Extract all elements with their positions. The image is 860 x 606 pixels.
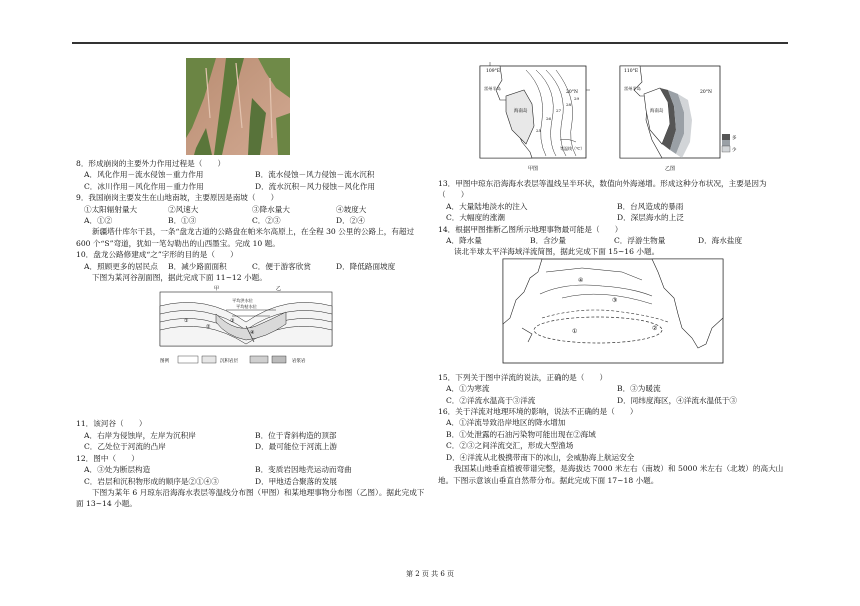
q8-option-b: B．流水侵蚀－风力侵蚀－流水沉积 bbox=[255, 170, 375, 180]
header-rule bbox=[72, 42, 788, 44]
yi-lat-label: 20°N bbox=[700, 90, 712, 95]
q16-stem: 16．关于洋流对地理环境的影响，说法不正确的是（ ） bbox=[438, 407, 638, 417]
q9-item-2: ②风速大 bbox=[168, 204, 199, 214]
isotherm-label-29: 29 bbox=[574, 96, 580, 101]
valley-label-yi: 乙 bbox=[276, 286, 282, 292]
q14-stem: 14．根据甲图推断乙图所示地理事物最可能是（ ） bbox=[438, 224, 623, 234]
q13-option-a: A．大量陆地淡水的注入 bbox=[446, 201, 528, 211]
pacific-num-3: ③ bbox=[612, 297, 618, 304]
q14-option-c: C．浮游生物量 bbox=[614, 236, 666, 246]
q11-option-a: A．右岸为侵蚀岸，左岸为沉积岸 bbox=[84, 430, 196, 440]
isotherm-map-jia bbox=[476, 60, 594, 176]
q9-option-b: B．①③ bbox=[168, 216, 197, 226]
intro-q10: 新疆塔什库尔干县，一条“盘龙古道的公路盘在帕米尔高原上，在全程 30 公里的公路上，有超过 600 个“S”弯道，犹如一笔勾勒出的山西墨宝。完成 10 题。 bbox=[76, 227, 415, 248]
yi-region-label: 雷州半岛 bbox=[624, 86, 641, 91]
q8-option-d: D．流水沉积－风力侵蚀－风化作用 bbox=[255, 181, 375, 191]
gully-photo bbox=[186, 58, 290, 155]
q9-option-a: A．①② bbox=[84, 216, 113, 226]
q14-option-b: B．含沙量 bbox=[530, 236, 566, 246]
jia-lat-label: 20°N bbox=[566, 90, 578, 95]
q11-option-c: C．乙处位于河流的凸岸 bbox=[84, 442, 166, 452]
jia-region-label: 雷州半岛 bbox=[484, 86, 501, 91]
pacific-num-2: ② bbox=[652, 325, 658, 332]
isotherm-label-25: 25 bbox=[536, 128, 542, 133]
q12-option-b: B．变质岩因地壳运动而弯曲 bbox=[255, 465, 352, 475]
q13-option-b: B．台风造成的暴雨 bbox=[617, 201, 684, 211]
yi-caption: 乙图 bbox=[664, 166, 676, 172]
q14-option-d: D．海水盐度 bbox=[698, 236, 743, 246]
right-column bbox=[438, 178, 788, 486]
q15-option-d: D．同纬度海区，④洋流水温低于③ bbox=[617, 395, 737, 405]
q11-option-b: B．位于背斜构造的顶部 bbox=[255, 430, 337, 440]
pacific-num-1: ① bbox=[572, 328, 578, 335]
q13-option-d: D．深层海水的上泛 bbox=[617, 213, 684, 223]
q8-option-c: C．冰川作用－风化作用－重力作用 bbox=[84, 181, 204, 191]
valley-num-1: ① bbox=[184, 318, 189, 324]
intro-q11: 下图为某河谷剖面图，据此完成下面 11~12 小题。 bbox=[92, 273, 267, 283]
q9-item-1: ①太阳辐射量大 bbox=[84, 204, 138, 214]
q10-stem: 10．盘龙公路修建成“之”字形的目的是（ ） bbox=[76, 250, 238, 260]
valley-num-2: ② bbox=[206, 324, 211, 330]
q15-option-c: C．②洋流水温高于③洋流 bbox=[446, 395, 536, 405]
q16-option-d: D．④洋流从北极携带南下的冰山，会威胁海上航运安全 bbox=[446, 452, 635, 462]
yi-legend-less: 少 bbox=[732, 148, 737, 153]
q11-option-d: D．最可能位于河流上游 bbox=[255, 442, 338, 452]
q10-option-d: D．降低路面坡度 bbox=[336, 261, 396, 271]
distribution-map-yi bbox=[614, 60, 742, 176]
pacific-figure-space bbox=[438, 258, 788, 372]
flood-level-label: 平均洪水位 bbox=[232, 298, 253, 303]
pacific-num-4: ④ bbox=[578, 277, 584, 284]
left-column bbox=[76, 158, 426, 510]
q15-stem: 15．下列关于图中洋流的说法，正确的是（ ） bbox=[438, 372, 608, 382]
intro-q13: 下图为某年 6 月琼东沿海海水表层等温线分布图（甲图）和某地理事物分布图（乙图）。据此完成下面 13~14 小题。 bbox=[76, 487, 425, 509]
valley-label-jia: 甲 bbox=[214, 286, 220, 292]
jia-caption: 甲图 bbox=[527, 166, 539, 172]
q9-stem: 9．我国崩岗主要发生在山地南坡，主要原因是南坡（ ） bbox=[76, 193, 279, 203]
valley-legend-title: 图例 bbox=[160, 359, 169, 364]
q15-option-a: A．①为寒流 bbox=[446, 384, 490, 394]
q10-option-b: B．减少路面面积 bbox=[168, 261, 227, 271]
q15-option-b: B．③为暖流 bbox=[617, 384, 661, 394]
q12-option-d: D．甲地适合聚落的发展 bbox=[255, 476, 338, 486]
valley-num-4: ④ bbox=[250, 330, 255, 336]
q8-option-a: A．风化作用－流水侵蚀－重力作用 bbox=[84, 170, 204, 180]
q9-item-4: ④坡度大 bbox=[336, 204, 367, 214]
valley-legend-sed: 沉积岩层 bbox=[220, 359, 238, 364]
q9-option-c: C．②③ bbox=[252, 216, 281, 226]
valley-legend-igneous: 岩浆岩 bbox=[292, 359, 306, 364]
q9-option-d: D．②④ bbox=[336, 216, 365, 226]
q13-stem: 13．甲图中琼东沿海海水表层等温线呈半环状，数值向外海递增。形成这种分布状况，主要是因为（ ） bbox=[438, 179, 767, 200]
low-level-label: 平均枯水位 bbox=[236, 304, 257, 309]
isotherm-label-26: 26 bbox=[546, 116, 552, 121]
jia-island-label: 海南岛 bbox=[514, 109, 528, 114]
q16-option-a: A．①洋流导致沿岸地区的降水增加 bbox=[446, 418, 566, 428]
yi-legend-mid-swatch bbox=[722, 140, 730, 146]
q10-option-c: C．便于游客欣赏 bbox=[252, 261, 311, 271]
intro-q15: 读北半球太平洋海域洋流简图，据此完成下面 15~16 小题。 bbox=[454, 247, 660, 257]
q14-option-a: A．降水量 bbox=[446, 236, 482, 246]
valley-num-3: ③ bbox=[230, 318, 235, 324]
jia-legend: 等温线（℃） bbox=[560, 146, 585, 151]
q8-stem: 8．形成崩岗的主要外力作用过程是（ ） bbox=[76, 159, 226, 168]
q12-option-c: C．岩层和沉积物形成的顺序是②①④③ bbox=[84, 476, 219, 486]
jia-lon-label: 109°E bbox=[486, 69, 501, 74]
q12-stem: 12．图中（ ） bbox=[76, 453, 139, 463]
yi-legend-low-swatch bbox=[722, 146, 730, 152]
isotherm-label-28: 28 bbox=[566, 102, 572, 107]
yi-legend-high-swatch bbox=[722, 134, 730, 140]
q10-option-a: A．照顾更多的居民点 bbox=[84, 261, 158, 271]
yi-lon-label: 110°E bbox=[624, 69, 639, 74]
q9-item-3: ③降水量大 bbox=[252, 204, 290, 214]
page-footer: 第 2 页 共 6 页 bbox=[405, 570, 455, 578]
isotherm-label-27: 27 bbox=[556, 108, 562, 113]
q16-option-b: B．①处泄露的石油污染物可能出现在②海域 bbox=[446, 429, 596, 439]
yi-legend-more: 多 bbox=[732, 136, 737, 141]
q11-stem: 11．该河谷（ ） bbox=[76, 419, 147, 429]
valley-figure-space bbox=[76, 283, 426, 418]
q16-option-c: C．②③之间洋流交汇，形成大型渔场 bbox=[446, 441, 574, 451]
q13-option-c: C．大幅度的涨潮 bbox=[446, 213, 505, 223]
yi-island-label: 海南岛 bbox=[650, 109, 664, 114]
intro-q17: 我国某山地垂直植被带谱完整，是海拔达 7000 米左右（南坡）和 5000 米左右（北坡）的高大山地。下图示意该山垂直自然带分布。据此完成下面 17~18 小题。 bbox=[438, 464, 784, 485]
q12-option-a: A．③处为断层构造 bbox=[84, 465, 151, 475]
